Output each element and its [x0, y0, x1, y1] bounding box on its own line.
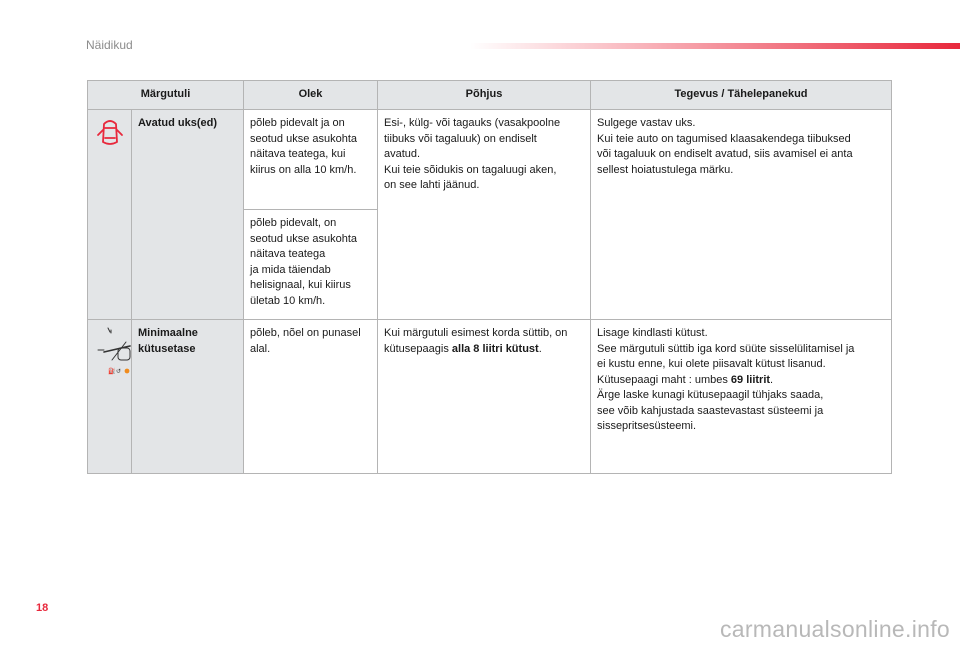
- state-text: põleb pidevalt ja on seotud ukse asukohta näitava teatega, kui kiirus on alla 10 km/h.: [244, 110, 378, 210]
- watermark: carmanualsonline.info: [719, 616, 950, 642]
- action-text-part: . Ärge laske kunagi kütusepaagil tühjaks saada, see võib kahjustada saastevastast süsteemi ja sissepritsesüsteemi.: [597, 373, 824, 432]
- header-accent-bar: [470, 43, 960, 49]
- state-text: põleb, nõel on punasel alal.: [244, 320, 378, 474]
- cause-text: [378, 320, 591, 474]
- column-header-indicator: Märgutuli: [88, 81, 244, 110]
- cause-text-part: Kui märgutuli esimest korda süttib, on kütusepaagis: [384, 327, 568, 355]
- cause-text-part: .: [538, 342, 542, 355]
- indicator-name: Minimaalne kütusetase: [132, 320, 244, 474]
- action-text: [591, 320, 892, 474]
- cause-emphasis: alla 8 liitri kütust: [451, 342, 539, 355]
- indicator-name: Avatud uks(ed): [132, 110, 244, 320]
- fuel-gauge-icon: [94, 326, 138, 382]
- svg-text:⛽: ⛽: [108, 369, 116, 375]
- column-header-state: Olek: [244, 81, 378, 110]
- column-header-cause: Põhjus: [378, 81, 591, 110]
- action-text: Sulgege vastav uks. Kui teie auto on tagumised klaasakendega tiibuksed või tagaluuk on endiselt avatud, siis avamisel ei anta sellest hoiatustulega märku.: [591, 110, 892, 320]
- cause-text: Esi-, külg- või tagauks (vasakpoolne tiibuks või tagaluuk) on endiselt avatud. Kui teie sõidukis on tagaluugi aken, on see lahti jäänud.: [378, 110, 591, 320]
- column-header-action: Tegevus / Tähelepanekud: [591, 81, 892, 110]
- table-row: [88, 320, 892, 474]
- icon-cell: [88, 110, 132, 320]
- page-number: 18: [36, 602, 49, 614]
- door-open-car-icon: [95, 116, 125, 156]
- warning-lights-table: [87, 80, 892, 474]
- action-emphasis: 69 liitrit: [730, 373, 771, 386]
- svg-text:↺: ↺: [116, 369, 122, 375]
- state-text: põleb pidevalt, on seotud ukse asukohta näitava teatega ja mida täiendab helisignaal, kui kiirus ületab 10 km/h.: [244, 210, 378, 320]
- icon-cell: [88, 320, 132, 474]
- table-header-row: [88, 81, 892, 110]
- action-text-part: Lisage kindlasti kütust. See märgutuli süttib iga kord süüte sisselülitamisel ja ei kustu enne, kui olete piisavalt kütust lisanud. Kütusepaagi maht : umbes: [597, 327, 855, 386]
- table-row: [88, 110, 892, 210]
- section-title: Näidikud: [86, 38, 133, 52]
